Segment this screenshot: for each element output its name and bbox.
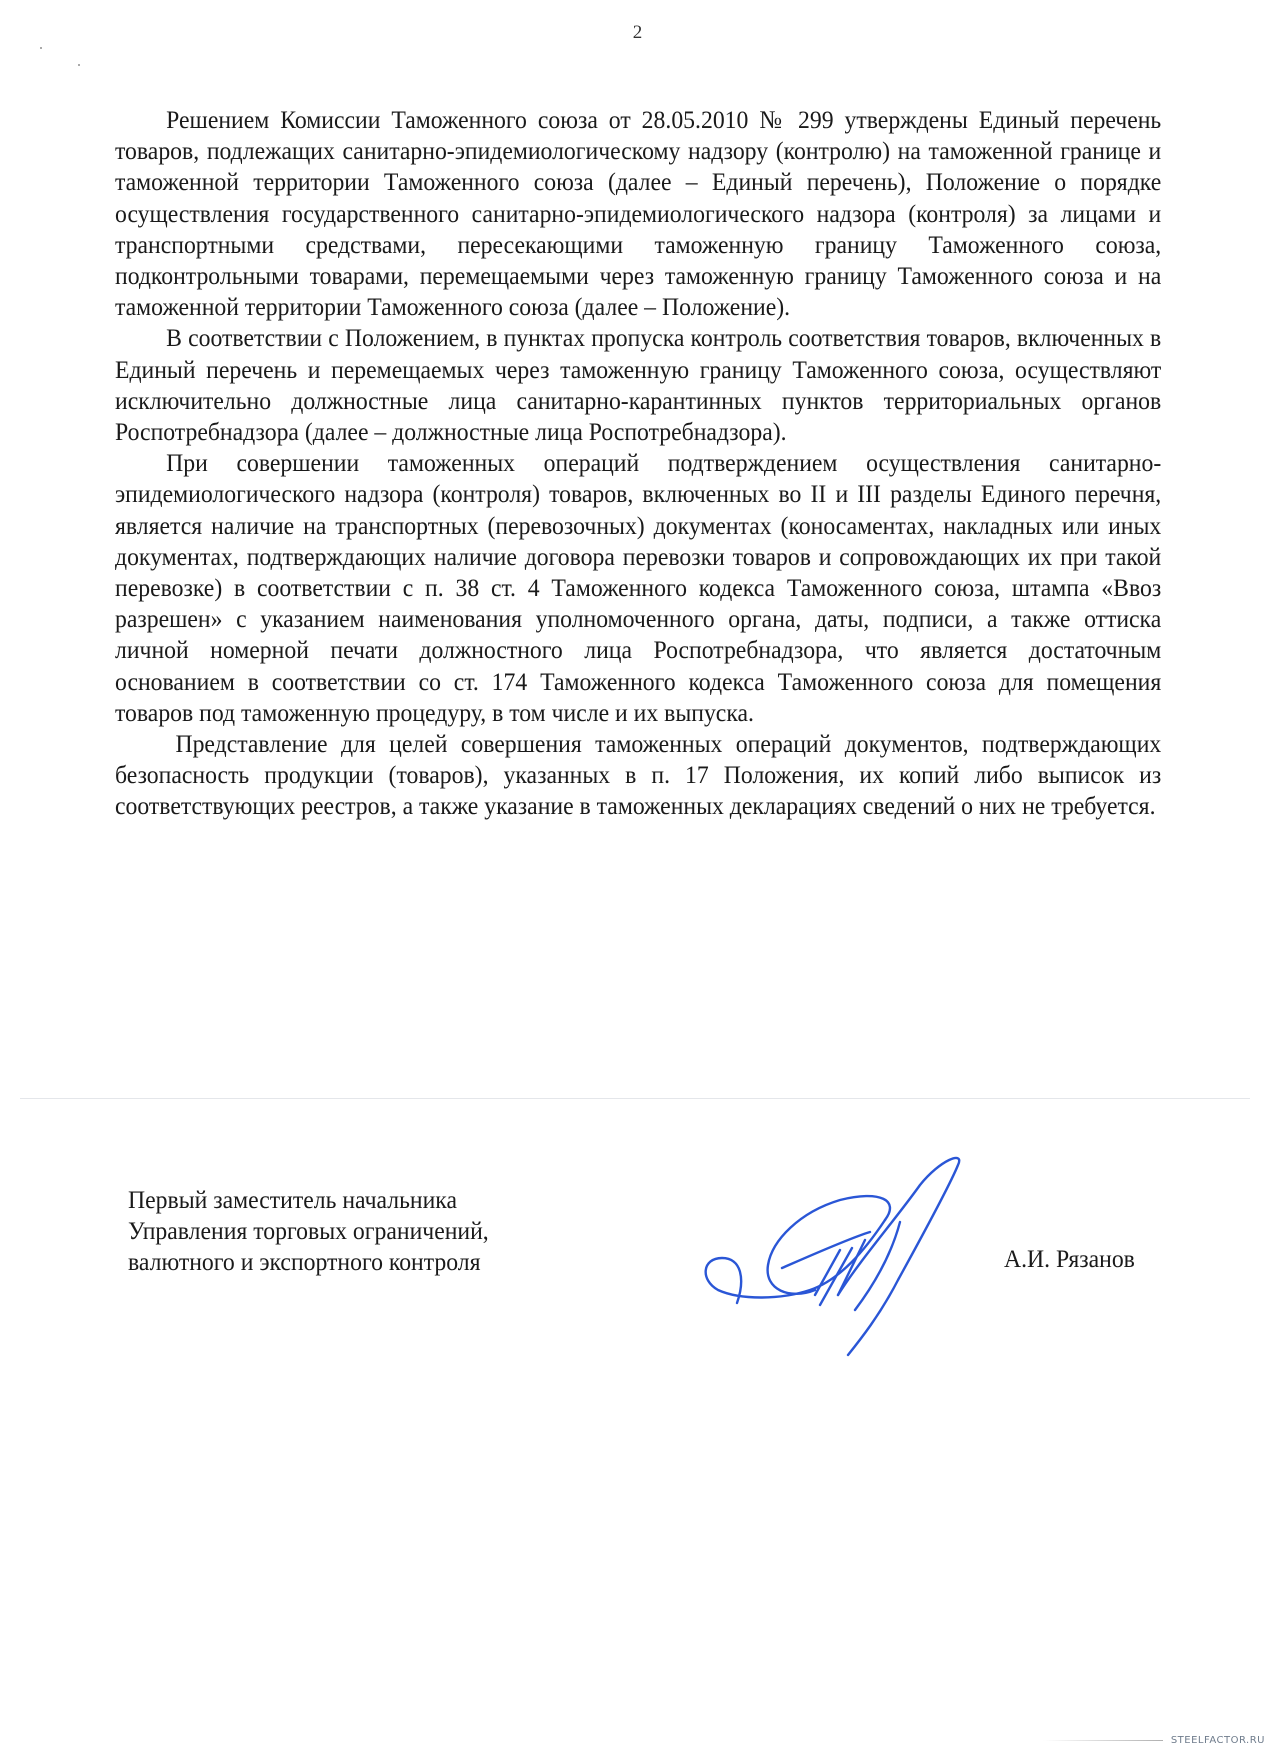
signatory-title-line: Первый заместитель начальника (128, 1185, 457, 1214)
paragraph-4: Представление для целей совершения таможенных операций документов, подтверждающих безопасность продукции (товаров), указанных в п. 17 Положения, их копий либо выписок из соответствующих реестров, а также указание в таможенных декларациях сведений о них не требуется. (115, 729, 1162, 821)
paragraph-2: В соответствии с Положением, в пунктах пропуска контроль соответствия товаров, включенных в Единый перечень и перемещаемых через таможенную границу Таможенного союза, осуществляют исключительно должностные лица санитарно-карантинных пунктов территориальных органов Роспотребнадзора (далее – должностные лица Роспотребнадзора). (115, 323, 1162, 447)
signatory-title (128, 1184, 489, 1277)
site-watermark: STEELFACTOR.RU (1170, 1735, 1265, 1746)
scan-speck (40, 47, 42, 49)
paragraph-3: При совершении таможенных операций подтверждением осуществления санитарно-эпидемиологического надзора (контроля) товаров, включенных во II и III разделы Единого перечня, является наличие на транспортных (перевозочных) документах (коносаментах, накладных или иных документах, подтверждающих наличие договора перевозки товаров и сопровождающих их при такой перевозке) в соответствии с п. 38 ст. 4 Таможенного кодекса Таможенного союза, штампа «Ввоз разрешен» с указанием наименования уполномоченного органа, даты, подписи, а также оттиска личной номерной печати должностного лица Роспотребнадзора, что является достаточным основанием в соответствии со ст. 174 Таможенного кодекса Таможенного союза для помещения товаров под таможенную процедуру, в том числе и их выпуска. (115, 448, 1162, 727)
letter-body (115, 104, 1161, 822)
scan-speck (78, 64, 80, 66)
page-number: 2 (632, 22, 643, 43)
signatory-name: А.И. Рязанов (1004, 1244, 1135, 1273)
scan-artifact-line (20, 1098, 1250, 1099)
signatory-title-line: Управления торговых ограничений, (128, 1216, 489, 1245)
watermark-rule (1043, 1740, 1163, 1741)
handwritten-signature (680, 1140, 980, 1360)
paragraph-1: Решением Комиссии Таможенного союза от 28.05.2010 № 299 утверждены Единый перечень товаров, подлежащих санитарно-эпидемиологическому надзору (контролю) на таможенной границе и таможенной территории Таможенного союза (далее – Единый перечень), Положение о порядке осуществления государственного санитарно-эпидемиологического надзора (контроля) за лицами и транспортными средствами, пересекающими таможенную границу Таможенного союза, подконтрольными товарами, перемещаемыми через таможенную границу Таможенного союза и на таможенной территории Таможенного союза (далее – Положение). (115, 105, 1162, 322)
signatory-title-line: валютного и экспортного контроля (128, 1247, 481, 1276)
